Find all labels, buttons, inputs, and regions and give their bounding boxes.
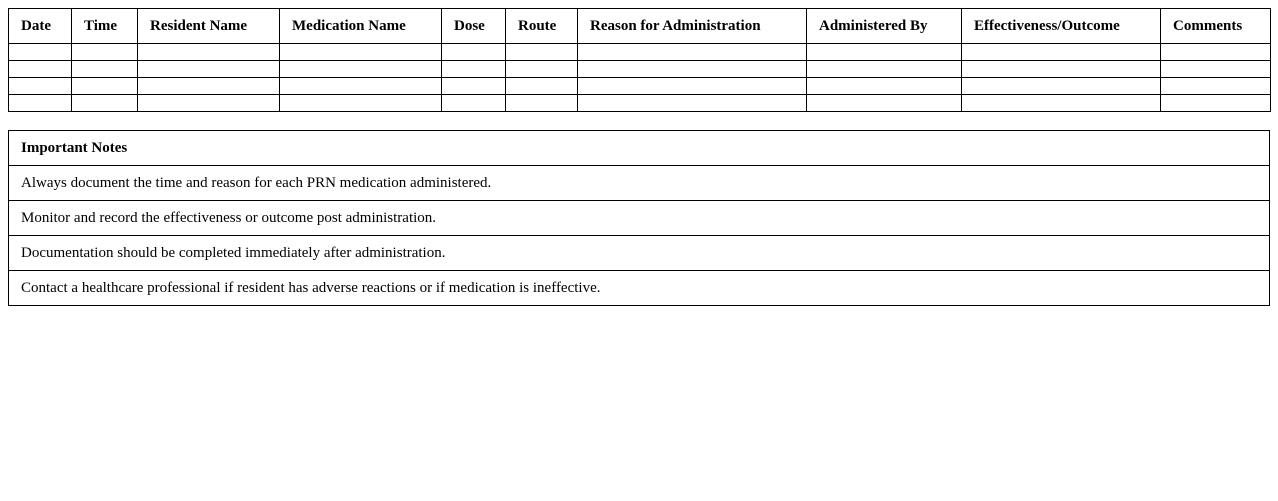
table-cell (280, 44, 442, 61)
table-cell (1161, 78, 1271, 95)
table-cell (506, 95, 578, 112)
table-cell (138, 95, 280, 112)
column-header-reason: Reason for Administration (578, 9, 807, 44)
table-cell (962, 95, 1161, 112)
table-cell (72, 44, 138, 61)
table-row (9, 95, 1271, 112)
notes-title: Important Notes (9, 131, 1270, 166)
table-cell (442, 44, 506, 61)
table-cell (280, 95, 442, 112)
column-header-comments: Comments (1161, 9, 1271, 44)
table-cell (280, 61, 442, 78)
note-item: Contact a healthcare professional if resident has adverse reactions or if medication is ineffective. (9, 271, 1270, 306)
table-cell (506, 44, 578, 61)
table-cell (138, 61, 280, 78)
table-cell (506, 78, 578, 95)
note-item: Always document the time and reason for each PRN medication administered. (9, 166, 1270, 201)
table-row (9, 44, 1271, 61)
table-cell (578, 78, 807, 95)
table-cell (962, 78, 1161, 95)
table-cell (578, 61, 807, 78)
notes-header-row (9, 131, 1270, 166)
note-row (9, 236, 1270, 271)
table-cell (506, 61, 578, 78)
column-header-time: Time (72, 9, 138, 44)
table-cell (1161, 61, 1271, 78)
table-cell (9, 78, 72, 95)
note-row (9, 201, 1270, 236)
table-cell (72, 61, 138, 78)
table-cell (9, 44, 72, 61)
table-row (9, 61, 1271, 78)
table-cell (442, 78, 506, 95)
table-cell (442, 95, 506, 112)
table-cell (962, 61, 1161, 78)
table-cell (807, 78, 962, 95)
column-header-date: Date (9, 9, 72, 44)
note-row (9, 166, 1270, 201)
note-item: Documentation should be completed immediately after administration. (9, 236, 1270, 271)
table-cell (1161, 44, 1271, 61)
note-item: Monitor and record the effectiveness or outcome post administration. (9, 201, 1270, 236)
table-row (9, 78, 1271, 95)
table-cell (9, 95, 72, 112)
table-cell (578, 44, 807, 61)
table-cell (138, 44, 280, 61)
column-header-effectiveness: Effectiveness/Outcome (962, 9, 1161, 44)
table-cell (807, 61, 962, 78)
table-cell (807, 44, 962, 61)
table-cell (807, 95, 962, 112)
prn-log-table (8, 8, 1271, 112)
table-cell (9, 61, 72, 78)
table-cell (442, 61, 506, 78)
column-header-resident-name: Resident Name (138, 9, 280, 44)
important-notes-table (8, 130, 1270, 306)
table-cell (578, 95, 807, 112)
table-cell (72, 95, 138, 112)
table-cell (962, 44, 1161, 61)
table-cell (1161, 95, 1271, 112)
header-row (9, 9, 1271, 44)
table-cell (280, 78, 442, 95)
table-cell (72, 78, 138, 95)
column-header-route: Route (506, 9, 578, 44)
column-header-dose: Dose (442, 9, 506, 44)
note-row (9, 271, 1270, 306)
column-header-medication-name: Medication Name (280, 9, 442, 44)
table-cell (138, 78, 280, 95)
column-header-administered-by: Administered By (807, 9, 962, 44)
